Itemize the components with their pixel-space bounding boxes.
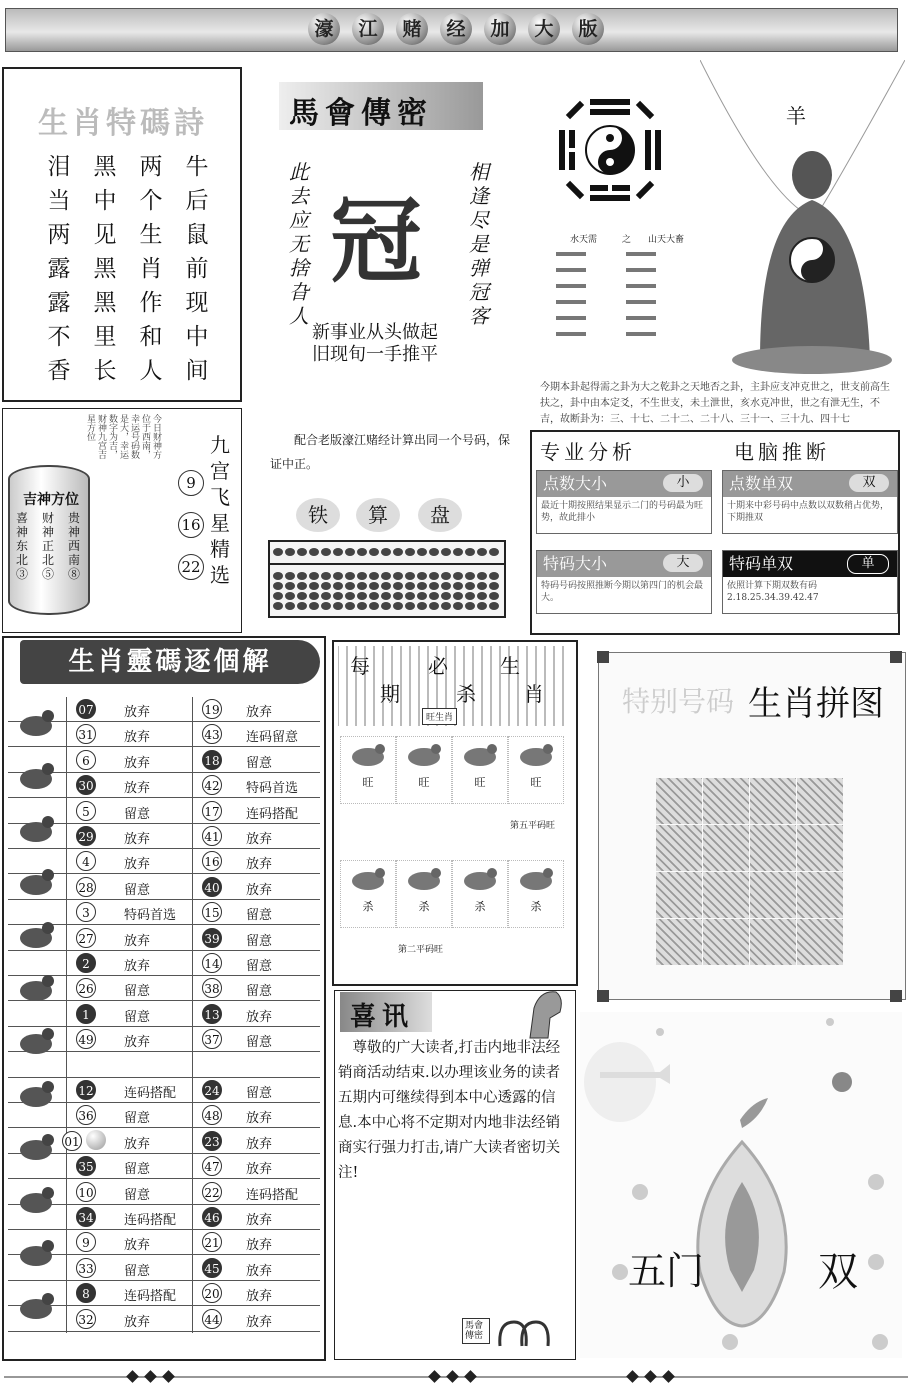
- advice-text: 留意: [124, 984, 151, 1000]
- abacus-label: 算: [356, 498, 400, 532]
- kill-title-char: 期: [380, 682, 400, 706]
- zodiac-animal-icon: [14, 1018, 58, 1062]
- advice-text: 放弃: [124, 1238, 151, 1254]
- number-ball: 22: [202, 1182, 222, 1202]
- kill-tag: 旺生肖: [422, 708, 457, 725]
- puzzle-tile: [656, 919, 702, 965]
- number-ball: 49: [76, 1029, 96, 1049]
- banner-char: 加: [484, 13, 516, 45]
- advice-text: 连码搭配: [124, 1086, 177, 1101]
- puzzle-tile: [703, 778, 749, 824]
- kill-title-char: 必: [428, 654, 448, 678]
- number-ball: 44: [202, 1309, 222, 1329]
- cylinder-col: 财神正北⑤: [42, 511, 55, 581]
- number-ball: 17: [202, 801, 222, 821]
- advice-text: 连码搭配: [246, 806, 299, 822]
- kill-cell-label: 旺: [530, 776, 542, 789]
- advice-text: 放弃: [124, 933, 151, 949]
- sage-figure-image: [700, 60, 905, 380]
- puzzle-tile: [750, 825, 796, 871]
- stamp-seal: 馬會傳密: [462, 1318, 490, 1344]
- couplet-left: 此去应无捨旮人: [289, 160, 309, 328]
- puzzle-tile: [656, 872, 702, 918]
- advice-text: 放弃: [246, 1213, 273, 1228]
- puzzle-tile: [703, 825, 749, 871]
- abacus-label: 盘: [418, 498, 462, 532]
- lucky-direction-cylinder: [8, 465, 90, 615]
- zodiac-animal-icon: [14, 1177, 58, 1221]
- number-ball: 47: [202, 1156, 222, 1176]
- number-ball: 16: [202, 851, 222, 871]
- horseshoe-icon: [494, 1318, 554, 1350]
- number-ball: 4: [76, 851, 96, 871]
- abacus-image: [268, 540, 506, 618]
- banner-char: 赌: [396, 13, 428, 45]
- advice-text: 留意: [124, 882, 151, 898]
- number-ball: 1: [76, 1004, 96, 1024]
- card-head: 点数单双: [729, 474, 794, 493]
- puzzle-title: 生肖拼图: [748, 684, 884, 724]
- number-ball: 21: [202, 1232, 222, 1252]
- number-ball: 31: [76, 724, 96, 744]
- kill-cell-label: 杀: [474, 900, 486, 913]
- number-ball: 32: [76, 1309, 96, 1329]
- puzzle-tile: [656, 778, 702, 824]
- analysis-left-title: 专业分析: [540, 440, 636, 464]
- puzzle-tile: [797, 778, 843, 824]
- hexagram-right: 山天大畜: [648, 235, 685, 245]
- advice-text: 特码首选: [246, 781, 299, 797]
- banner-char: 版: [572, 13, 604, 45]
- analysis-card: [722, 550, 898, 614]
- card-text: 特码号码按照推断今期以第四门的机会最大。: [541, 581, 704, 603]
- kill-cell: [452, 860, 508, 928]
- number-ball: 23: [202, 1131, 222, 1151]
- hexagram-left: 水天需: [570, 235, 598, 245]
- card-text: 依照计算下期双数有码2.18.25.34.39.42.47: [727, 581, 819, 603]
- advice-text: 放弃: [246, 1238, 273, 1254]
- advice-text: 放弃: [246, 1009, 273, 1025]
- advice-text: 留意: [124, 1162, 151, 1178]
- banner-char: 大: [528, 13, 560, 45]
- advice-text: 放弃: [124, 705, 151, 720]
- zodiac-animal-icon: [346, 861, 390, 895]
- card-badge: 单: [847, 554, 889, 574]
- couplet-right: 相逢尽是弹冠客: [469, 160, 489, 328]
- kill-title-char: 杀: [456, 682, 476, 706]
- advice-text: 留意: [246, 933, 273, 949]
- kill-cell: [452, 736, 508, 804]
- kill-cell: [340, 736, 396, 804]
- kill-cell: [340, 860, 396, 928]
- advice-text: 放弃: [246, 1111, 273, 1127]
- advice-text: 特码首选: [124, 908, 177, 924]
- advice-text: 放弃: [124, 959, 151, 974]
- advice-text: 留意: [246, 984, 273, 1000]
- number-ball: 33: [76, 1258, 96, 1278]
- number-ball: 2: [76, 953, 96, 973]
- kill-cell: [396, 736, 452, 804]
- advice-text: 放弃: [124, 730, 151, 746]
- advice-text: 放弃: [246, 705, 273, 720]
- kill-row2-extra: 第二平码旺: [398, 945, 444, 955]
- kill-cell-label: 杀: [418, 900, 430, 913]
- number-ball: 46: [202, 1207, 222, 1227]
- number-ball: 34: [76, 1207, 96, 1227]
- horse-secret-title: 馬會傳密: [289, 96, 433, 131]
- number-ball: 8: [76, 1283, 96, 1303]
- puzzle-tile: [703, 872, 749, 918]
- banner-char: 江: [352, 13, 384, 45]
- number-ball: 3: [76, 902, 96, 922]
- advice-text: 放弃: [124, 755, 151, 771]
- analysis-card: [536, 550, 712, 614]
- advice-text: 放弃: [124, 832, 151, 847]
- horse-line-1: 新事业从头做起: [312, 322, 438, 343]
- nine-palace-number: 9: [178, 470, 204, 496]
- number-ball: 45: [202, 1258, 222, 1278]
- news-body: 尊敬的广大读者,打击内地非法经销商活动结束.以办理该业务的读者五期内可继续得到本中心透露的信息.本中心将不定期对内地非法经销商实行强力打击,请广大读者密切关注!: [338, 1040, 561, 1181]
- number-ball: 36: [76, 1105, 96, 1125]
- advice-text: 留意: [124, 1187, 151, 1203]
- nine-palace-number: 16: [178, 512, 204, 538]
- horse-head-icon: [520, 988, 566, 1040]
- kill-cell: [396, 860, 452, 928]
- number-ball: 26: [76, 978, 96, 998]
- card-text: 十期来中彩号码中点数以双数稍占优势，下期推双: [727, 501, 890, 523]
- pear-image: [580, 1012, 902, 1358]
- big-character: 冠: [330, 187, 423, 295]
- advice-text: 留意: [246, 1086, 273, 1101]
- advice-text: 放弃: [124, 1136, 151, 1152]
- number-ball: 39: [202, 928, 222, 948]
- advice-text: 连码搭配: [246, 1187, 299, 1203]
- number-ball: 12: [76, 1080, 96, 1100]
- advice-text: 连码搭配: [124, 1213, 177, 1228]
- number-ball: 43: [202, 724, 222, 744]
- advice-text: 放弃: [246, 1136, 273, 1152]
- analysis-right-title: 电脑推断: [734, 440, 830, 464]
- puzzle-tile: [703, 919, 749, 965]
- number-ball: 5: [76, 801, 96, 821]
- zodiac-animal-icon: [514, 737, 558, 771]
- number-ball: 6: [76, 750, 96, 770]
- extra-ball: 01: [62, 1131, 82, 1151]
- number-ball: 24: [202, 1080, 222, 1100]
- advice-text: 放弃: [246, 1263, 273, 1279]
- analysis-card: [536, 470, 712, 534]
- corner-mark: [597, 990, 609, 1002]
- horse-line-2: 旧现旬一手推平: [312, 344, 438, 365]
- kill-cell: [508, 736, 564, 804]
- zodiac-animal-icon: [14, 1230, 58, 1274]
- number-ball: 19: [202, 699, 222, 719]
- hexagram-lines: [556, 248, 706, 348]
- zodiac-animal-icon: [346, 737, 390, 771]
- pear-left-text: 五门: [628, 1249, 705, 1293]
- kill-title-char: 生: [500, 654, 520, 678]
- horse-secret-title-bg: [279, 82, 483, 130]
- number-ball: 29: [76, 826, 96, 846]
- kill-cell-label: 杀: [362, 900, 374, 913]
- advice-text: 连码搭配: [124, 1289, 177, 1305]
- number-ball: 07: [76, 699, 96, 719]
- number-ball: 14: [202, 953, 222, 973]
- abacus-note: 配合老版濠江赌经计算出同一个号码，保证中正。: [270, 433, 511, 471]
- puzzle-tile: [797, 825, 843, 871]
- number-ball: 42: [202, 775, 222, 795]
- puzzle-tile: [750, 919, 796, 965]
- corner-mark: [890, 990, 902, 1002]
- number-ball: 15: [202, 902, 222, 922]
- number-ball: 13: [202, 1004, 222, 1024]
- number-ball: 18: [202, 750, 222, 770]
- number-ball: 40: [202, 877, 222, 897]
- kill-cell-label: 杀: [530, 900, 542, 913]
- poem-column: 黑中见黑黑里长: [93, 154, 117, 384]
- zodiac-animal-icon: [14, 700, 58, 744]
- advice-text: 放弃: [124, 857, 151, 873]
- zodiac-animal-icon: [458, 737, 502, 771]
- kill-row1-extra: 第五平码旺: [510, 821, 556, 831]
- news-title: 喜讯: [350, 1002, 415, 1032]
- kill-title-char: 肖: [524, 682, 544, 706]
- advice-text: 留意: [124, 1009, 151, 1025]
- number-ball: 10: [76, 1182, 96, 1202]
- poem-column: 泪当两露露不香: [47, 154, 71, 384]
- kill-title-char: 每: [350, 654, 370, 678]
- advice-text: 留意: [246, 755, 273, 771]
- footer-divider: [0, 1366, 912, 1388]
- advice-text: 放弃: [246, 882, 273, 898]
- zodiac-animal-icon: [14, 753, 58, 797]
- number-ball: 9: [76, 1232, 96, 1252]
- kill-cell: [508, 860, 564, 928]
- advice-text: 留意: [246, 959, 273, 974]
- number-ball: 38: [202, 978, 222, 998]
- card-badge: 双: [849, 474, 889, 492]
- puzzle-tile: [797, 919, 843, 965]
- puzzle-tile: [750, 778, 796, 824]
- zodiac-animal-icon: [402, 861, 446, 895]
- hexagram-mid: 之: [622, 235, 632, 245]
- advice-text: 放弃: [124, 781, 151, 797]
- puzzle-tile: [656, 825, 702, 871]
- zodiac-animal-icon: [458, 861, 502, 895]
- number-ball: 41: [202, 826, 222, 846]
- poem-title: 生肖特碼詩: [38, 106, 208, 141]
- kill-cell-label: 旺: [418, 776, 430, 789]
- analysis-card: [722, 470, 898, 534]
- puzzle-tile: [797, 872, 843, 918]
- card-head: 特码单双: [729, 554, 794, 573]
- zodiac-animal-icon: [402, 737, 446, 771]
- advice-text: 留意: [124, 806, 151, 822]
- zodiac-animal-icon: [14, 1124, 58, 1168]
- zodiac-animal-icon: [514, 861, 558, 895]
- nine-palace-title: 九宫飞星精选: [210, 433, 230, 587]
- bagua-paragraph: 今期本卦起得需之卦为大之乾卦之天地否之卦，主卦应支冲克世之，世支前高生扶之，卦中由本定爻，不生世支，未土泄世，亥水克冲世，世之有泄无生，不吉，故断卦为：三、十七、二十二、二十八、三十一、三十九、四十七: [540, 382, 890, 425]
- cylinder-title: 吉神方位: [23, 492, 79, 508]
- card-badge: 大: [663, 554, 703, 572]
- card-head: 点数大小: [543, 474, 608, 493]
- advice-text: 连码留意: [246, 730, 299, 746]
- cylinder-col: 贵神西南⑧: [68, 511, 81, 581]
- advice-text: 留意: [246, 1035, 273, 1051]
- puzzle-tile: [750, 872, 796, 918]
- header-banner: [5, 8, 898, 52]
- poem-column: 两个生肖作和人: [139, 154, 163, 384]
- card-text: 最近十期按照结果显示二门的号码最为旺势，故此排小: [541, 501, 704, 523]
- zodiac-animal-icon: [14, 859, 58, 903]
- card-badge: 小: [663, 474, 703, 492]
- zodiac-animal-icon: [14, 1283, 58, 1327]
- zodiac-animal-icon: [14, 806, 58, 850]
- sheep-label: 羊: [786, 104, 806, 128]
- zodiac-animal-icon: [14, 1071, 58, 1115]
- advice-text: 留意: [124, 1111, 151, 1127]
- nine-palace-text: 今日财神方位于西南，幸运号码数是大，幸运数字为吉，财神九宫吉星方位: [85, 414, 161, 459]
- advice-text: 放弃: [246, 1314, 273, 1330]
- number-ball: 30: [76, 775, 96, 795]
- zodiac-title: 生肖靈碼逐個解: [20, 640, 320, 684]
- number-ball: 27: [76, 928, 96, 948]
- advice-text: 放弃: [246, 1162, 273, 1178]
- corner-mark: [597, 651, 609, 663]
- poem-column: 牛后鼠前现中间: [185, 154, 209, 384]
- card-head: 特码大小: [543, 554, 608, 573]
- number-ball: 48: [202, 1105, 222, 1125]
- number-ball: 35: [76, 1156, 96, 1176]
- number-ball: 37: [202, 1029, 222, 1049]
- cylinder-col: 喜神东北③: [16, 511, 29, 581]
- corner-mark: [890, 651, 902, 663]
- puzzle-title-faint: 特别号码: [622, 685, 735, 718]
- advice-text: 放弃: [246, 832, 273, 847]
- nine-palace-number: 22: [178, 554, 204, 580]
- advice-text: 留意: [124, 1263, 151, 1279]
- number-ball: 28: [76, 877, 96, 897]
- zodiac-animal-icon: [14, 965, 58, 1009]
- kill-cell-label: 旺: [474, 776, 486, 789]
- advice-text: 放弃: [246, 1289, 273, 1305]
- kill-cell-label: 旺: [362, 776, 374, 789]
- advice-text: 放弃: [246, 857, 273, 873]
- advice-text: 留意: [246, 908, 273, 924]
- advice-text: 放弃: [124, 1314, 151, 1330]
- abacus-label: 铁: [296, 498, 340, 532]
- advice-text: 放弃: [124, 1035, 151, 1051]
- number-ball: 20: [202, 1283, 222, 1303]
- zodiac-animal-icon: [14, 912, 58, 956]
- banner-char: 经: [440, 13, 472, 45]
- bagua-icon: [555, 95, 665, 205]
- pear-right-text: 双: [818, 1249, 858, 1295]
- banner-char: 濠: [308, 13, 340, 45]
- sphere-icon: [86, 1130, 106, 1150]
